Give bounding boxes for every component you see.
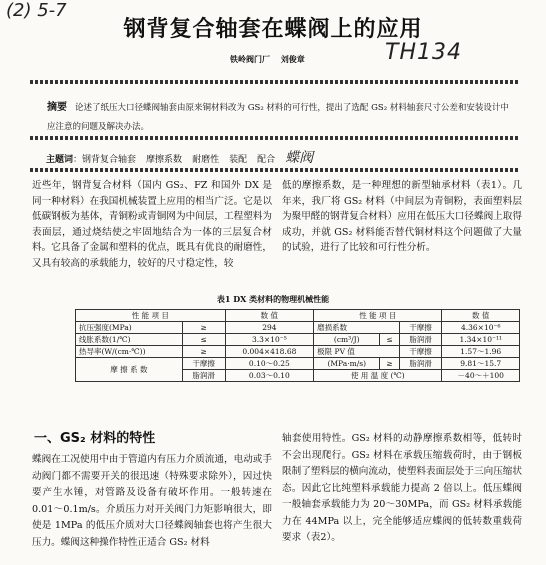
section1-paragraph-left: 蝶阀在工况使用中由于管道内有压力介质流通，电动或手动阀门都不需要开关的很迅速（特殊要求除外），因过快要产生水锤，对管路及设备有破坏作用。一般转速在 0.01～0.1m/s。介质压力对开关阀门力矩影响很大，即使是 1MPa 的低压介质对大口径蝶阀轴套也将产生很大压力。蝶阀这种操作特性正适合 GS₂ 材料 xyxy=(32,454,272,548)
table-cell: 1.34×10⁻¹¹ xyxy=(442,334,520,346)
table-cell: 抗压强度(MPa) xyxy=(76,322,183,334)
table-caption: 表1 DX 类材料的物理机械性能 xyxy=(216,294,330,304)
table-cell: 3.3×10⁻⁵ xyxy=(225,334,314,346)
table-cell: 干摩擦 xyxy=(399,346,442,358)
table-header-cell: 数 值 xyxy=(225,310,314,322)
author-affiliation: 铁岭阀门厂 xyxy=(230,54,270,64)
table-cell: 4.36×10⁻⁶ xyxy=(442,322,520,334)
keyword: 装配 xyxy=(229,155,248,165)
keyword: 配合 xyxy=(257,155,276,165)
table-cell: ≤ xyxy=(182,334,225,346)
table-row xyxy=(76,322,520,334)
table-header-cell: 数 值 xyxy=(442,310,520,322)
table-cell: 磨损系数 xyxy=(314,322,399,334)
properties-table xyxy=(75,309,520,382)
mid-wavy-divider xyxy=(30,136,520,140)
table-cell: 线胀系数(1/℃) xyxy=(76,334,183,346)
table-cell: ≥ xyxy=(182,346,225,358)
bottom-wavy-divider xyxy=(30,168,520,172)
table-cell: 1.57～1.96 xyxy=(442,346,520,358)
keywords-line: 主题词：钢背复合轴套 摩擦系数 耐磨性 装配 配合 蝶阀 xyxy=(46,150,314,166)
table-cell: ≥ xyxy=(380,358,399,370)
table-cell: 热导率(W/(cm·℃)) xyxy=(76,346,183,358)
top-wavy-divider xyxy=(30,80,520,84)
table-row xyxy=(76,346,520,358)
section1-paragraph-right: 轴套使用特性。GS₂ 材料的动静摩擦系数相等，低转时不会出现爬行。GS₂ 材料在承载压缩载荷时，由于钢板限制了塑料层的横向流动，使塑料表面层处于三向压缩状态。因此它比纯塑料承载能力提高 2 倍以上。低压蝶阀一般轴套承载能力为 20～30MPa，而 GS₂ 材料承载能力在 44MPa 以上，完全能够适应蝶阀的低转数重载荷要求（表2）。 xyxy=(282,433,522,543)
table-cell: 9.81～15.7 xyxy=(442,358,520,370)
handwritten-keyword: 蝶阀 xyxy=(285,150,314,166)
table-cell: －40～＋100 xyxy=(442,370,520,382)
intro-paragraph-right: 低的摩擦系数，是一种理想的新型轴承材料（表1）。几年来，我厂将 GS₂ 材料（中间层为青铜粉，表面塑料层为聚甲醛的钢背复合材料）应用在低压大口径蝶阀上取得成功，并就 GS₂ 材料能否替代铜材料这个问题做了大量的试验，进行了比较和可行性分析。 xyxy=(282,180,522,253)
table-cell: 使 用 温 度 (℃) xyxy=(314,370,442,382)
handwritten-classification-code: TH134 xyxy=(385,40,462,65)
abstract xyxy=(47,98,517,137)
table-header-cell: 性 能 项 目 xyxy=(76,310,226,322)
keyword: 钢背复合轴套 xyxy=(82,155,137,165)
table-cell: 脂润滑 xyxy=(182,370,225,382)
table-row xyxy=(76,334,520,346)
section-heading: 一、GS₂ 材料的特性 xyxy=(34,431,156,446)
table-cell: (cm³/J) xyxy=(314,334,380,346)
table-row xyxy=(76,358,520,370)
keyword: 摩擦系数 xyxy=(146,155,183,165)
table-cell: 干摩擦 xyxy=(399,322,442,334)
intro-paragraph-left: 近些年，钢背复合材料（国内 GS₂、FZ 和国外 DX 是同一种材料）在我国机械装置上应用的相当广泛。它是以低碳钢板为基体，青铜粉或青铜网为中间层，工程塑料为表面层，通过烧结使之牢固地结合为一体的三层复合材料。它具备了金属和塑料的优点，既具有优良的耐磨性，又具有较高的承载能力，较好的尺寸稳定性，较 xyxy=(32,180,272,269)
table-cell: 0.004×418.68 xyxy=(225,346,314,358)
article-title: 钢背复合轴套在蝶阀上的应用 xyxy=(123,16,423,42)
table-header-cell: 性 能 项 目 xyxy=(314,310,442,322)
table-cell: 0.10～0.25 xyxy=(225,358,314,370)
abstract-label: 摘要 xyxy=(47,102,67,113)
keyword: 耐磨性 xyxy=(192,155,220,165)
table-header-row xyxy=(76,310,520,322)
table-cell: 脂润滑 xyxy=(399,358,442,370)
abstract-text: 论述了纸压大口径蝶阀轴套由原来铜材料改为 GS₂ 材料的可行性，提出了选配 GS₂ 材料轴套尺寸公差和安装设计中应注意的问题及解决办法。 xyxy=(47,103,509,132)
table-cell: ≤ xyxy=(380,334,399,346)
table-cell: 干摩擦 xyxy=(182,358,225,370)
table-cell: 摩 擦 系 数 xyxy=(76,358,183,382)
author-name: 刘俊章 xyxy=(280,54,305,64)
table-cell: 脂润滑 xyxy=(399,334,442,346)
keywords-label: 主题词 xyxy=(46,155,74,165)
table-cell: 0.03～0.10 xyxy=(225,370,314,382)
table-cell: (MPa·m/s) xyxy=(314,358,380,370)
table-cell: ≥ xyxy=(182,322,225,334)
table-cell: 294 xyxy=(225,322,314,334)
handwritten-page-reference: (2) 5-7 xyxy=(6,0,67,21)
author-line xyxy=(230,54,313,65)
table-cell: 极限 PV 值 xyxy=(314,346,399,358)
